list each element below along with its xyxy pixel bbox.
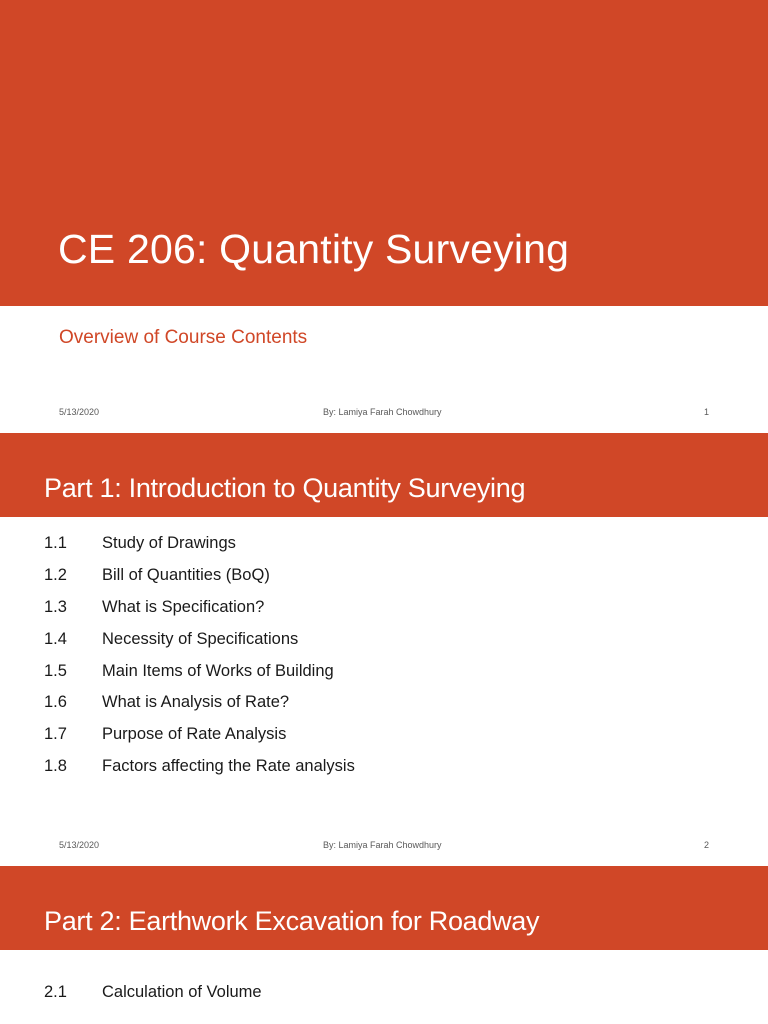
- item-text: Main Items of Works of Building: [102, 661, 334, 680]
- footer-author: By: Lamiya Farah Chowdhury: [323, 840, 442, 850]
- list-item: [44, 623, 355, 655]
- item-number: 1.7: [44, 725, 67, 744]
- list-item: [44, 687, 355, 719]
- footer-page-number: 2: [704, 840, 710, 850]
- item-number: 1.2: [44, 566, 67, 585]
- item-number: 1.4: [44, 629, 67, 648]
- item-text: What is Specification?: [102, 597, 265, 616]
- footer-author: By: Lamiya Farah Chowdhury: [323, 407, 442, 417]
- item-text: Bill of Quantities (BoQ): [102, 566, 270, 585]
- item-text: Study of Drawings: [102, 534, 236, 553]
- item-number: 1.6: [44, 693, 67, 712]
- footer-date: 5/13/2020: [59, 840, 100, 850]
- slide-2: [0, 433, 768, 865]
- item-text: Purpose of Rate Analysis: [102, 725, 287, 744]
- item-number: 2.1: [44, 983, 67, 1002]
- item-number: 1.1: [44, 534, 67, 553]
- toc-list: [44, 528, 355, 782]
- item-number: 1.8: [44, 756, 67, 775]
- part-title: Part 1: Introduction to Quantity Surveying: [44, 473, 526, 503]
- list-item: [44, 592, 355, 624]
- list-item: [44, 719, 355, 751]
- list-item: [44, 528, 355, 560]
- slide-title: CE 206: Quantity Surveying: [58, 226, 570, 272]
- footer-date: 5/13/2020: [59, 407, 100, 417]
- list-item: [44, 977, 262, 1009]
- item-text: Factors affecting the Rate analysis: [102, 756, 355, 775]
- item-text: What is Analysis of Rate?: [102, 693, 290, 712]
- footer-page-number: 1: [704, 407, 710, 417]
- slide-3: [0, 866, 768, 1024]
- item-number: 1.3: [44, 597, 67, 616]
- list-item: [44, 560, 355, 592]
- slide-1: [0, 0, 768, 432]
- item-text: Necessity of Specifications: [102, 629, 299, 648]
- toc-list: [44, 977, 262, 1009]
- slide-subtitle: Overview of Course Contents: [59, 327, 308, 348]
- list-item: [44, 655, 355, 687]
- part-title: Part 2: Earthwork Excavation for Roadway: [44, 906, 540, 936]
- list-item: [44, 751, 355, 783]
- item-number: 1.5: [44, 661, 67, 680]
- item-text: Calculation of Volume: [102, 983, 262, 1002]
